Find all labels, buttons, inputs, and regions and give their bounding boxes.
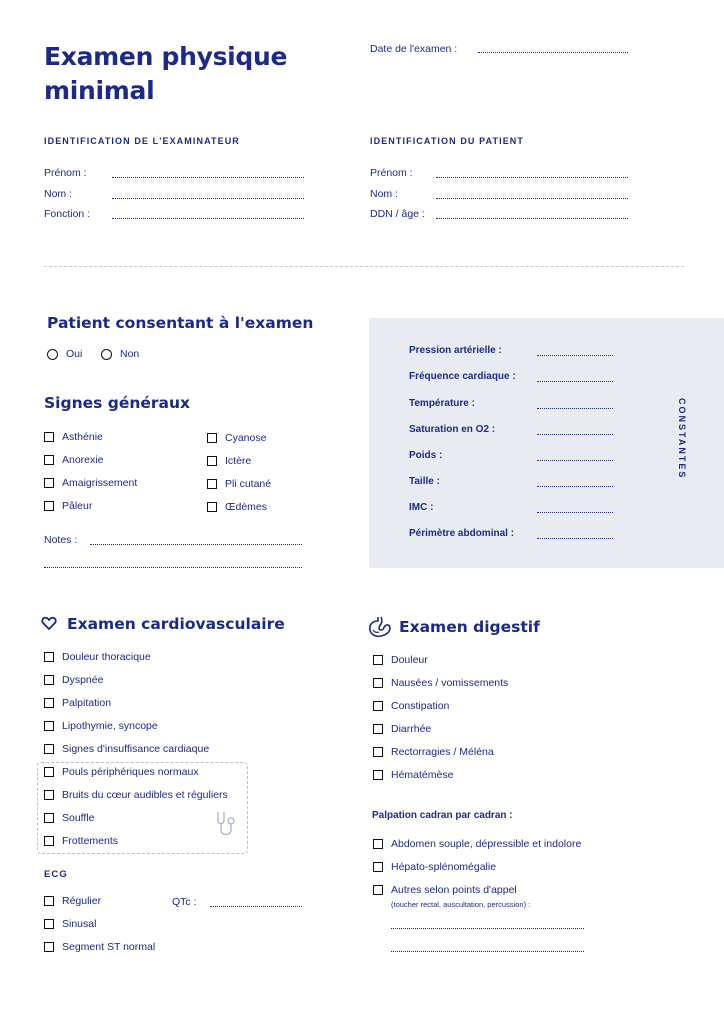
checkbox-label: Segment ST normal (62, 941, 156, 953)
checkbox-label: Pouls périphériques normaux (62, 766, 199, 778)
checkbox-label: Hématémèse (391, 769, 454, 781)
palpation-other-field-1[interactable] (391, 928, 584, 929)
checkbox[interactable] (44, 942, 54, 952)
patient-lastname-field[interactable] (436, 198, 628, 199)
checkbox[interactable] (44, 813, 54, 823)
radio-icon (101, 349, 112, 360)
vital-field[interactable] (537, 512, 613, 513)
checkbox-label: Lipothymie, syncope (62, 720, 158, 732)
checkbox[interactable] (373, 655, 383, 665)
examiner-firstname-field[interactable] (112, 177, 304, 178)
vital-field[interactable] (537, 460, 613, 461)
checkbox[interactable] (373, 770, 383, 780)
patient-firstname-label: Prénom : (370, 167, 413, 179)
patient-dob-field[interactable] (436, 218, 628, 219)
vital-label: Température : (409, 398, 475, 409)
vital-label: Pression artérielle : (409, 345, 502, 356)
vital-label: Saturation en O2 : (409, 424, 496, 435)
checkbox-label: Douleur thoracique (62, 651, 151, 663)
checkbox[interactable] (207, 502, 217, 512)
checkbox[interactable] (44, 652, 54, 662)
checkbox-label: Bruits du cœur audibles et réguliers (62, 789, 228, 801)
digestive-heading: Examen digestif (399, 618, 540, 636)
checkbox[interactable] (44, 836, 54, 846)
consent-no-option[interactable] (101, 348, 139, 360)
checkbox-label: Hépato-splénomégalie (391, 861, 497, 873)
consent-yes-option[interactable] (47, 348, 82, 360)
patient-heading: IDENTIFICATION DU PATIENT (370, 136, 524, 146)
checkbox-label: Amaigrissement (62, 477, 138, 489)
vital-field[interactable] (537, 434, 613, 435)
vital-field[interactable] (537, 355, 613, 356)
checkbox-label: Dyspnée (62, 674, 104, 686)
checkbox-item[interactable] (44, 431, 103, 443)
checkbox-item[interactable] (44, 918, 96, 930)
radio-icon (47, 349, 58, 360)
checkbox-item[interactable] (44, 743, 209, 755)
checkbox[interactable] (373, 862, 383, 872)
checkbox[interactable] (44, 896, 54, 906)
checkbox[interactable] (44, 721, 54, 731)
checkbox-item[interactable] (373, 861, 496, 873)
cardio-heading: Examen cardiovasculaire (67, 615, 285, 633)
section-divider (44, 266, 684, 267)
patient-dob-label: DDN / âge : (370, 208, 425, 220)
vital-field[interactable] (537, 408, 613, 409)
general-signs-heading: Signes généraux (44, 394, 191, 412)
checkbox-label: Ictère (225, 455, 252, 467)
checkbox-item[interactable] (44, 500, 92, 512)
checkbox[interactable] (373, 839, 383, 849)
checkbox-label: Régulier (62, 895, 102, 907)
vital-field[interactable] (537, 381, 613, 382)
checkbox[interactable] (44, 790, 54, 800)
checkbox[interactable] (44, 744, 54, 754)
checkbox-label: Diarrhée (391, 723, 432, 735)
checkbox-item[interactable] (44, 697, 111, 709)
checkbox-label: Rectorragies / Méléna (391, 746, 494, 758)
checkbox[interactable] (44, 455, 54, 465)
checkbox-item[interactable] (44, 789, 228, 801)
examiner-firstname-label: Prénom : (44, 167, 87, 179)
checkbox-item[interactable] (44, 674, 103, 686)
checkbox[interactable] (373, 747, 383, 757)
patient-firstname-field[interactable] (436, 177, 628, 178)
examiner-lastname-label: Nom : (44, 188, 73, 200)
examiner-role-label: Fonction : (44, 208, 91, 220)
checkbox-label: Abdomen souple, dépressible et indolore (391, 838, 582, 850)
examiner-lastname-field[interactable] (112, 198, 304, 199)
checkbox-label: Autres selon points d'appel (391, 884, 517, 896)
vital-label: Périmètre abdominal : (409, 528, 515, 539)
examiner-role-field[interactable] (112, 218, 304, 219)
checkbox[interactable] (44, 698, 54, 708)
checkbox-item[interactable] (207, 432, 266, 444)
palpation-other-field-2[interactable] (391, 951, 584, 952)
checkbox[interactable] (373, 701, 383, 711)
vital-label: Taille : (409, 476, 440, 487)
checkbox-item[interactable] (44, 454, 103, 466)
checkbox[interactable] (373, 724, 383, 734)
checkbox[interactable] (44, 767, 54, 777)
palpation-heading: Palpation cadran par cadran : (372, 810, 513, 821)
checkbox-item[interactable] (373, 884, 517, 896)
stethoscope-icon (213, 810, 239, 840)
consent-heading: Patient consentant à l'examen (47, 314, 314, 332)
checkbox[interactable] (373, 885, 383, 895)
checkbox-item[interactable] (44, 766, 199, 778)
checkbox-item[interactable] (373, 677, 508, 689)
checkbox-label: Asthénie (62, 431, 103, 443)
checkbox[interactable] (373, 678, 383, 688)
checkbox[interactable] (44, 501, 54, 511)
vitals-side-label: CONSTANTES (677, 398, 687, 480)
checkbox-item[interactable] (207, 501, 267, 513)
checkbox[interactable] (207, 479, 217, 489)
checkbox[interactable] (207, 433, 217, 443)
checkbox-label: Œdèmes (225, 501, 268, 513)
patient-lastname-label: Nom : (370, 188, 399, 200)
checkbox[interactable] (44, 432, 54, 442)
consent-yes-label: Oui (66, 348, 83, 360)
heart-icon (41, 615, 57, 631)
checkbox-item[interactable] (373, 746, 494, 758)
exam-date-field[interactable] (478, 52, 628, 53)
page-title (44, 40, 287, 108)
checkbox-label: Signes d'insuffisance cardiaque (62, 743, 210, 755)
checkbox-item[interactable] (44, 477, 137, 489)
ecg-heading: ECG (44, 869, 68, 880)
stomach-icon (368, 616, 392, 638)
notes-field-line-1[interactable] (90, 544, 302, 545)
exam-date-label: Date de l'examen : (370, 43, 458, 55)
qtc-label: QTc : (172, 896, 197, 908)
notes-field-line-2[interactable] (44, 567, 302, 568)
checkbox-label: Constipation (391, 700, 450, 712)
checkbox-label: Cyanose (225, 432, 267, 444)
vital-field[interactable] (537, 486, 613, 487)
checkbox-label: Douleur (391, 654, 428, 666)
vital-field[interactable] (537, 538, 613, 539)
checkbox-item[interactable] (373, 838, 581, 850)
checkbox-item[interactable] (373, 769, 453, 781)
checkbox-label: Sinusal (62, 918, 97, 930)
checkbox-label: Pâleur (62, 500, 93, 512)
checkbox-item[interactable] (44, 941, 155, 953)
checkbox-label: Frottements (62, 835, 119, 847)
checkbox-label: Pli cutané (225, 478, 272, 490)
checkbox-item[interactable] (44, 895, 101, 907)
checkbox[interactable] (44, 478, 54, 488)
palpation-note: (toucher rectal, auscultation, percussion) : (391, 900, 531, 909)
checkbox[interactable] (44, 919, 54, 929)
checkbox-item[interactable] (44, 651, 151, 663)
checkbox-item[interactable] (373, 654, 428, 666)
checkbox-label: Nausées / vomissements (391, 677, 509, 689)
checkbox-label: Palpitation (62, 697, 112, 709)
notes-label: Notes : (44, 534, 78, 546)
title-line-1: Examen physique (44, 42, 288, 71)
vital-label: IMC : (409, 502, 434, 513)
checkbox-item[interactable] (44, 812, 95, 824)
title-line-2: minimal (44, 76, 155, 105)
checkbox-item[interactable] (44, 720, 158, 732)
examiner-heading: IDENTIFICATION DE L'EXAMINATEUR (44, 136, 240, 146)
checkbox[interactable] (44, 675, 54, 685)
checkbox[interactable] (207, 456, 217, 466)
consent-no-label: Non (120, 348, 140, 360)
vital-label: Fréquence cardiaque : (409, 371, 516, 382)
checkbox-item[interactable] (207, 455, 251, 467)
qtc-field[interactable] (210, 906, 302, 907)
checkbox-item[interactable] (373, 700, 449, 712)
checkbox-label: Souffle (62, 812, 95, 824)
checkbox-item[interactable] (207, 478, 271, 490)
vitals-panel (369, 318, 724, 568)
checkbox-item[interactable] (373, 723, 431, 735)
checkbox-label: Anorexie (62, 454, 104, 466)
vital-label: Poids : (409, 450, 443, 461)
checkbox-item[interactable] (44, 835, 118, 847)
